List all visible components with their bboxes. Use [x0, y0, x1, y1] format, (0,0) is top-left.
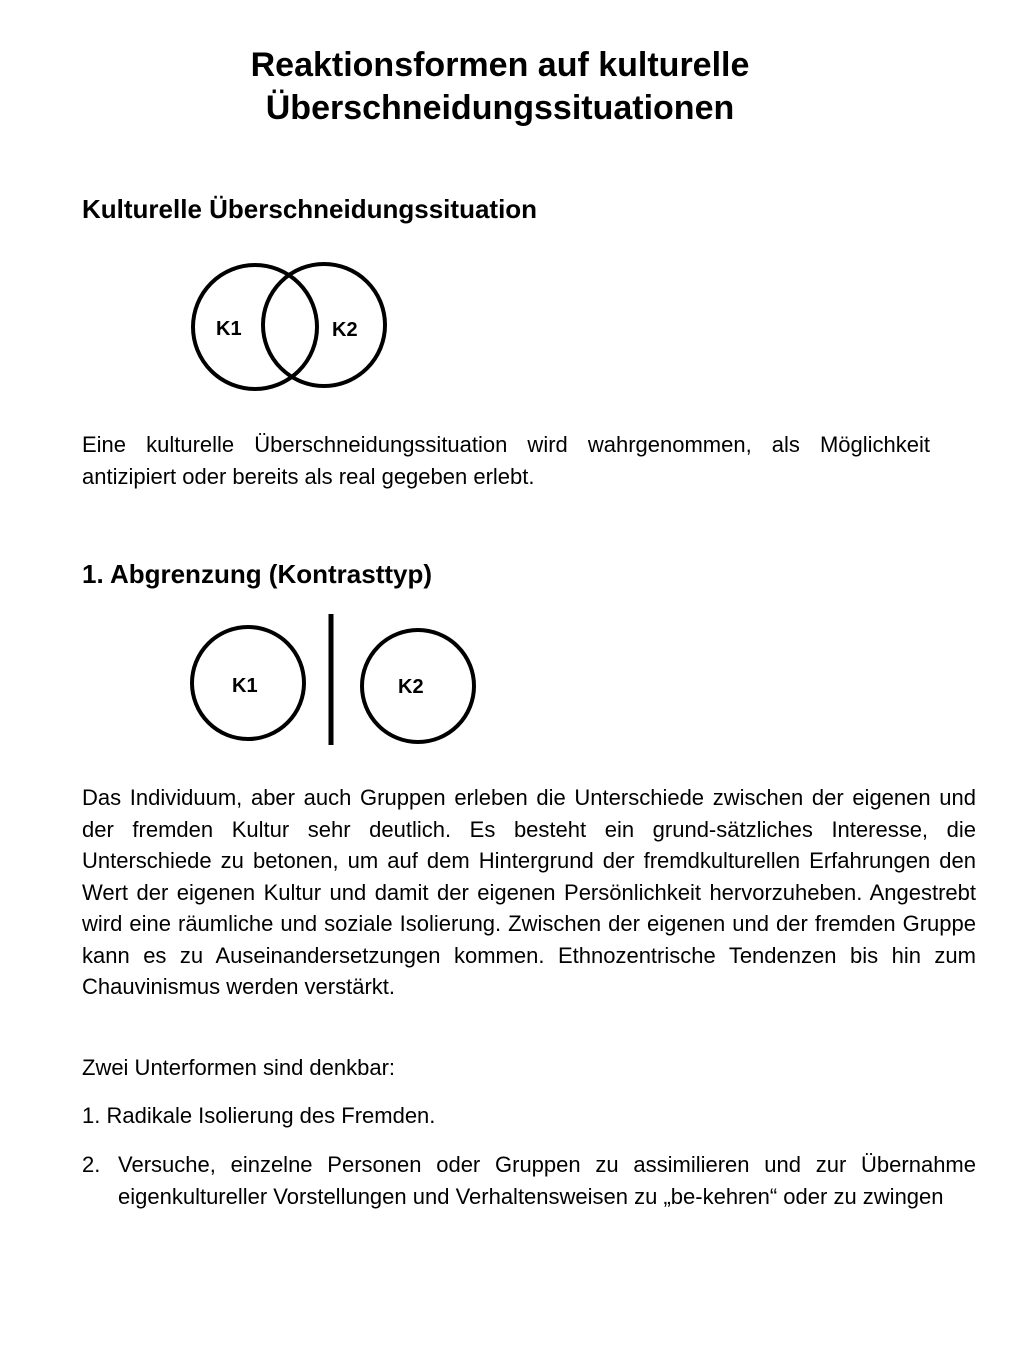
section1-heading: Kulturelle Überschneidungssituation [82, 194, 538, 224]
list-item-1: 1. Radikale Isolierung des Fremden. [82, 1103, 436, 1128]
subforms-intro: Zwei Unterformen sind denkbar: [82, 1055, 396, 1080]
section1-text: Eine kulturelle Überschneidungssituation wird wahrgenommen, als Möglichkeit antizipiert oder bereits als real gegeben erlebt. [82, 432, 930, 489]
list-item-2-text: Versuche, einzelne Personen oder Gruppen zu assimilieren und zur Übernahme eigenkultureller Vorstellungen und Verhaltensweisen zu „be-kehren“ oder zu zwingen [118, 1152, 976, 1209]
label-k2: K2 [332, 319, 358, 341]
list-item-2-number: 2. [82, 1152, 101, 1177]
section2-heading: 1. Abgrenzung (Kontrasttyp) [82, 559, 433, 589]
circle-k1 [193, 265, 317, 389]
page-title [0, 44, 1000, 130]
title-line-1: Reaktionsformen auf kulturelle [250, 46, 750, 84]
label-k1: K1 [232, 675, 258, 697]
circle-k2 [263, 264, 385, 386]
label-k1: K1 [216, 318, 242, 340]
section2-text: Das Individuum, aber auch Gruppen erleben die Unterschiede zwischen der eigenen und der fremden Kultur sehr deutlich. Es besteht ein grund-sätzliches Interesse, die Unterschiede zu betonen, um auf dem Hintergrund der fremdkulturellen Erfahrungen den Wert der eigenen Kultur und damit der eigenen Persönlichkeit hervorzuheben. Angestrebt wird eine räumliche und soziale Isolierung. Zwischen der eigenen und der fremden Gruppe kann es zu Auseinandersetzungen kommen. Ethnozentrische Tendenzen bis hin zum Chauvinismus werden verstärkt. [82, 785, 976, 999]
separation-diagram [0, 610, 500, 750]
label-k2: K2 [398, 676, 424, 698]
overlap-diagram [0, 255, 420, 395]
title-line-2: Überschneidungssituationen [265, 89, 735, 127]
list-item-2 [82, 1149, 976, 1212]
